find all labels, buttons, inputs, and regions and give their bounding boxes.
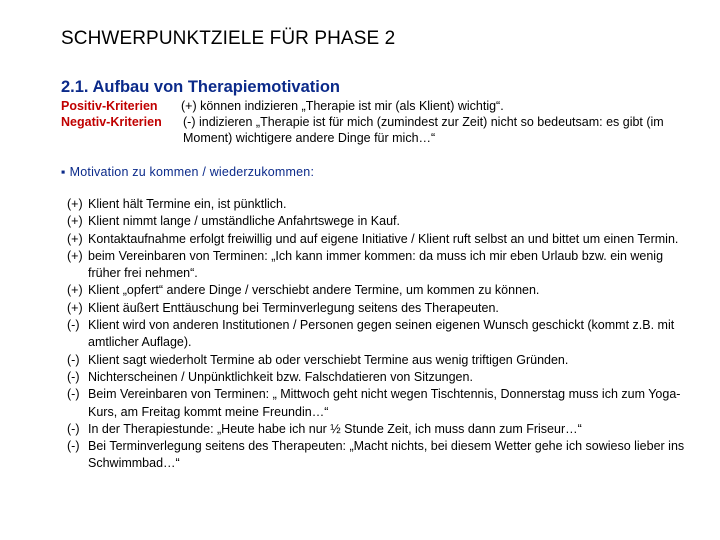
item-text: beim Vereinbaren von Terminen: „Ich kann immer kommen: da muss ich mir eben Urlaub bzw. ein wenig früher frei nehmen“. <box>88 248 664 281</box>
item-text: Bei Terminverlegung seitens des Therapeuten: „Macht nichts, bei diesem Wetter gehe ich sowieso lieber ins Schwimmbad…“ <box>88 439 685 471</box>
positive-criteria-text: (+) können indizieren „Therapie ist mir (als Klient) wichtig“. <box>181 99 504 113</box>
list-item <box>67 421 692 438</box>
item-text: Klient wird von anderen Institutionen / Personen gegen seinen eigenen Wunsch geschickt (kommt z.B. mit amtlicher Auflage). <box>88 318 675 350</box>
item-mark: (+) <box>67 214 83 229</box>
bullet-icon: ▪ <box>61 165 66 179</box>
item-text: Klient hält Termine ein, ist pünktlich. <box>88 197 287 211</box>
item-mark: (+) <box>67 283 83 298</box>
item-mark: (-) <box>67 318 80 333</box>
item-text: Klient nimmt lange / umständliche Anfahrtswege in Kauf. <box>88 214 400 229</box>
item-mark: (+) <box>67 197 83 211</box>
negative-criteria-row <box>61 114 701 146</box>
item-text: Beim Vereinbaren von Terminen: „ Mittwoch geht nicht wegen Tischtennis, Donnerstag muss ich zum Yoga-Kurs, am Freitag kommt meine Freundin…“ <box>88 387 681 419</box>
motivation-heading-text: Motivation zu kommen / wiederzukommen: <box>69 165 315 179</box>
list-item <box>67 317 692 352</box>
item-mark: (-) <box>67 352 80 367</box>
item-mark: (+) <box>67 248 83 263</box>
item-mark: (-) <box>67 421 80 436</box>
item-text: Kontaktaufnahme erfolgt freiwillig und auf eigene Initiative / Klient ruft selbst an und bittet um einen Termin. <box>88 231 679 246</box>
motivation-list <box>67 196 692 473</box>
item-text: In der Therapiestunde: „Heute habe ich nur ½ Stunde Zeit, ich muss dann zum Friseur…“ <box>88 421 582 436</box>
item-text: Nichterscheinen / Unpünktlichkeit bzw. Falschdatieren von Sitzungen. <box>88 369 473 384</box>
list-item <box>67 300 692 317</box>
list-item <box>67 386 692 421</box>
list-item <box>67 231 692 248</box>
positive-criteria-row <box>61 98 701 114</box>
item-text: Klient äußert Enttäuschung bei Terminverlegung seitens des Therapeuten. <box>88 300 499 315</box>
list-item <box>67 352 692 369</box>
section-title: 2.1. Aufbau von Therapiemotivation <box>61 78 341 96</box>
motivation-heading <box>61 165 314 179</box>
list-item <box>67 369 692 386</box>
negative-criteria-text: (-) indizieren „Therapie ist für mich (zumindest zur Zeit) nicht so bedeutsam: es gibt (im Moment) wichtigere andere Dinge für mich…“ <box>183 115 664 145</box>
item-mark: (-) <box>67 387 80 402</box>
list-item <box>67 196 692 213</box>
list-item <box>67 282 692 299</box>
criteria-block <box>61 98 701 146</box>
page-title: SCHWERPUNKTZIELE FÜR PHASE 2 <box>61 28 396 49</box>
item-mark: (-) <box>67 439 80 454</box>
item-mark: (+) <box>67 300 83 315</box>
item-text: Klient „opfert“ andere Dinge / verschiebt andere Termine, um kommen zu können. <box>88 283 540 298</box>
list-item <box>67 213 692 230</box>
negative-criteria-label: Negativ-Kriterien <box>61 115 162 129</box>
positive-criteria-label: Positiv-Kriterien <box>61 99 158 113</box>
item-text: Klient sagt wiederholt Termine ab oder verschiebt Termine aus wenig triftigen Gründen. <box>88 352 569 367</box>
item-mark: (-) <box>67 369 80 384</box>
item-mark: (+) <box>67 231 83 246</box>
list-item <box>67 438 692 473</box>
list-item <box>67 248 692 283</box>
